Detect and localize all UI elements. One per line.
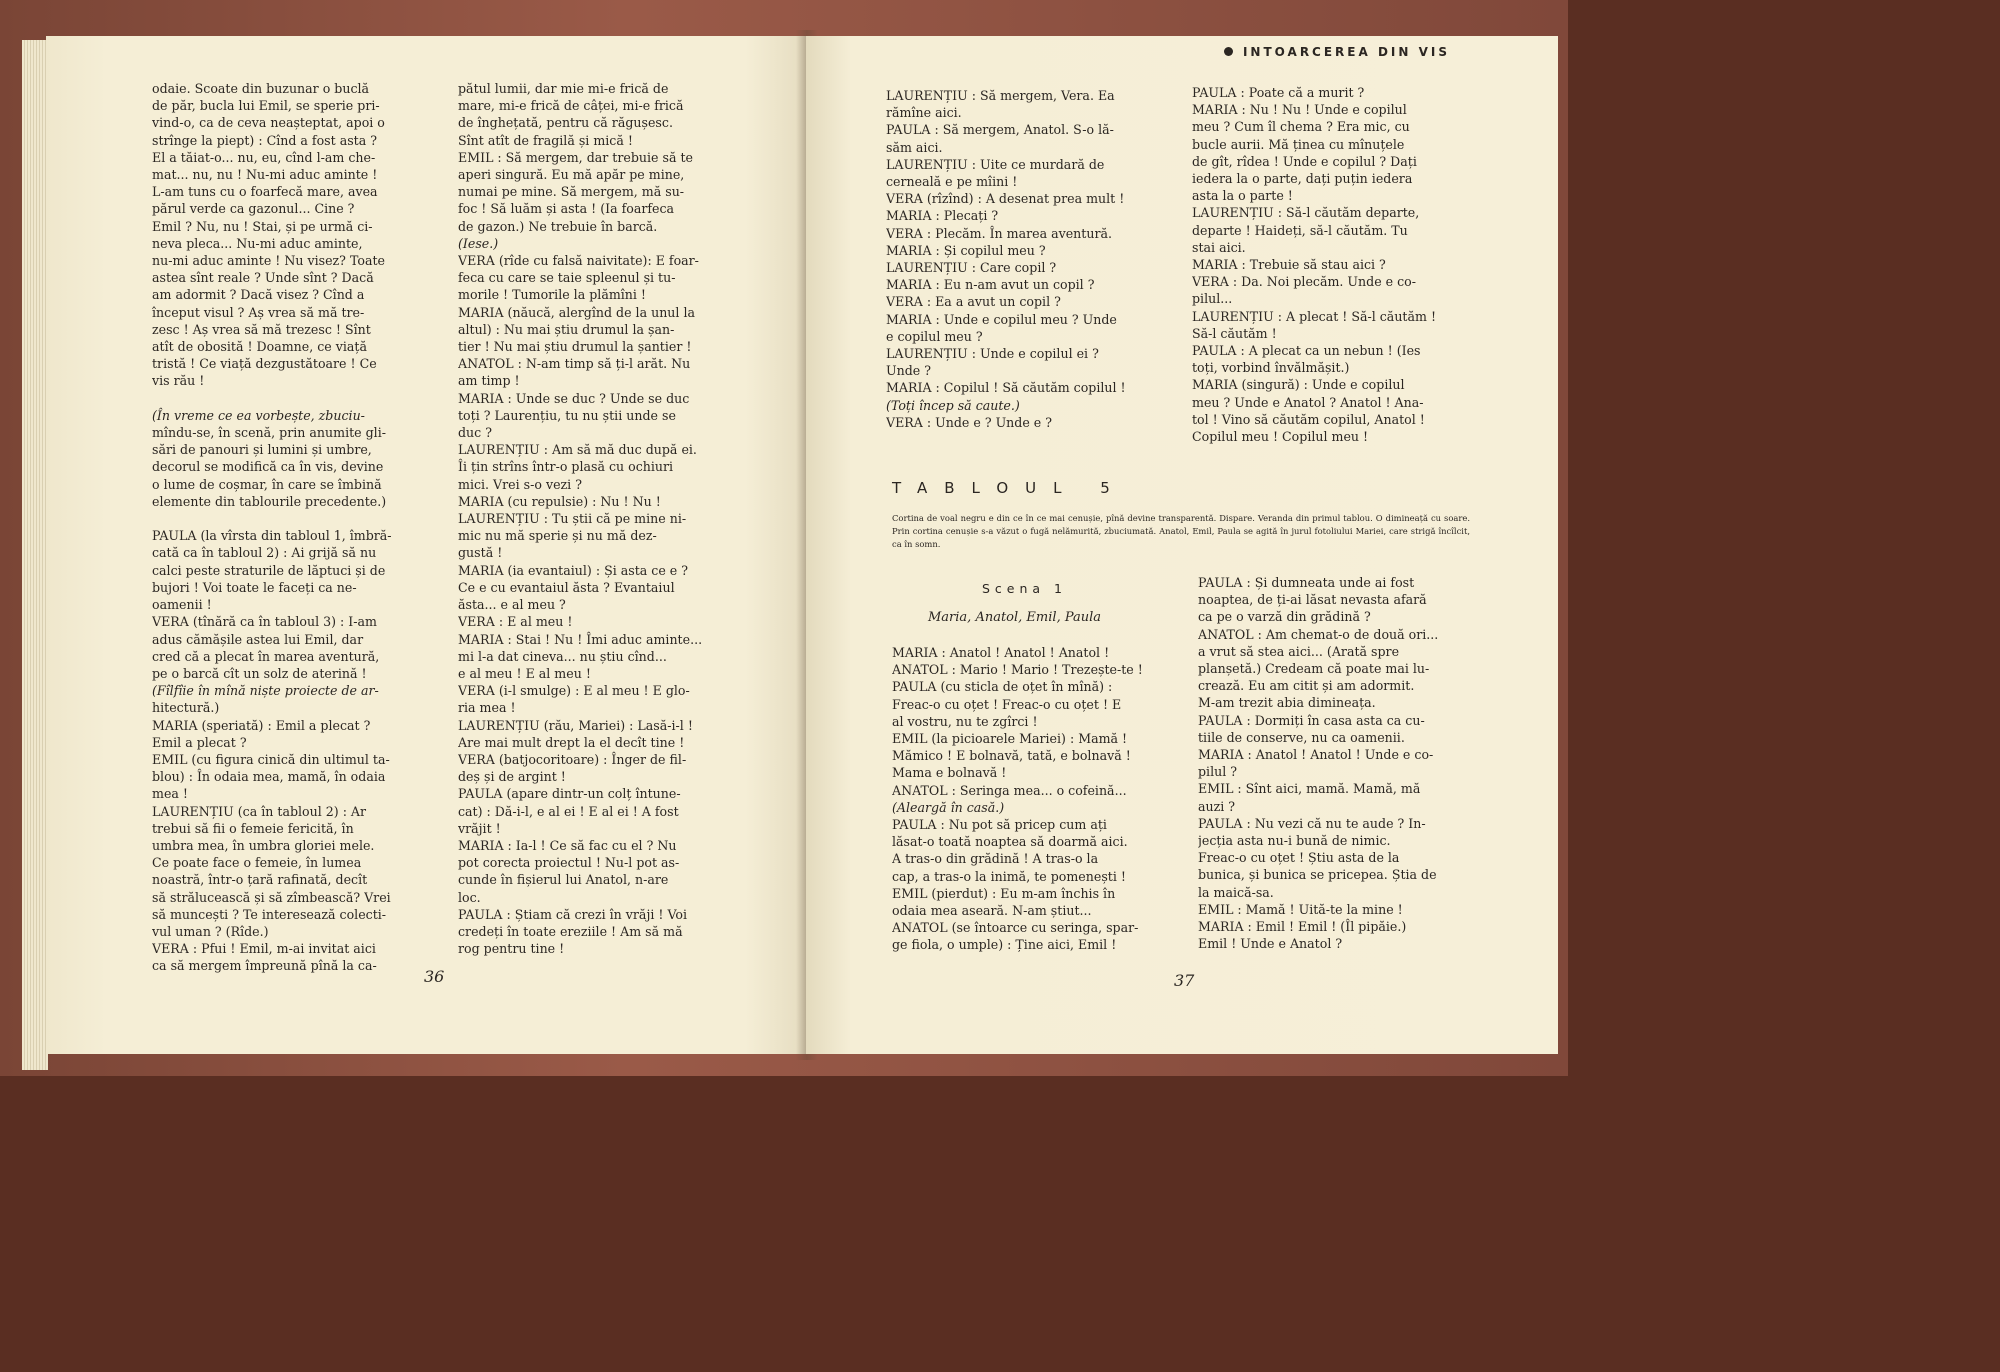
text-line: Emil a plecat ? — [152, 734, 247, 750]
text-line: A tras-o din grădină ! A tras-o la — [892, 851, 1099, 867]
text-line: elemente din tablourile precedente.) — [152, 493, 387, 509]
text-line: bucle aurii. Mă ținea cu mînuțele — [1192, 136, 1405, 152]
text-line: deș și de argint ! — [458, 769, 566, 785]
text-line: tol ! Vino să căutăm copilul, Anatol ! — [1192, 411, 1425, 427]
text-line: M-am trezit abia dimineața. — [1198, 695, 1376, 711]
text-line: El a tăiat-o... nu, eu, cînd l-am che- — [152, 149, 376, 165]
text-line: cap, a tras-o la inimă, te pomenești ! — [892, 868, 1126, 884]
text-line: numai pe mine. Să mergem, mă su- — [458, 184, 685, 200]
text-line: VERA : Da. Noi plecăm. Unde e co- — [1192, 274, 1417, 290]
right-col-4 — [1198, 574, 1462, 952]
text-line: ANATOL : Mario ! Mario ! Trezește-te ! — [892, 662, 1143, 678]
text-line: MARIA : Și copilul meu ? — [886, 242, 1046, 258]
page-number-right: 37 — [1174, 971, 1195, 990]
text-line: (Iese.) — [458, 235, 499, 251]
right-col-1 — [886, 87, 1152, 431]
text-line: PAULA (cu sticla de oțet în mînă) : — [892, 679, 1113, 695]
text-line: Ce poate face o femeie, în lumea — [152, 855, 362, 871]
text-line: mea ! — [152, 786, 188, 802]
text-line: (Toți încep să caute.) — [886, 397, 1020, 413]
text-line: MARIA : Plecați ? — [886, 208, 999, 224]
text-line: feca cu care se taie spleenul și tu- — [458, 270, 676, 286]
text-line: PAULA : Nu pot să pricep cum ați — [892, 817, 1107, 833]
text-line: noaptea, de ți-ai lăsat nevasta afară — [1198, 592, 1427, 608]
text-line: cred că a plecat în marea aventură, — [152, 648, 380, 664]
bullet-icon — [1224, 47, 1233, 56]
text-line: PAULA : Poate că a murit ? — [1192, 85, 1365, 100]
text-line: Sînt atît de fragilă și mică ! — [458, 132, 633, 148]
text-line: credeți în toate ereziile ! Am să mă — [458, 923, 683, 939]
text-line: MARIA : Stai ! Nu ! Îmi aduc aminte... — [458, 631, 703, 647]
text-line: PAULA : Și dumneata unde ai fost — [1198, 575, 1415, 590]
text-line: MARIA : Copilul ! Să căutăm copilul ! — [886, 380, 1126, 396]
text-line: nu-mi aduc aminte ! Nu visez? Toate — [152, 253, 385, 269]
text-line: tiile de conserve, nu ca oamenii. — [1198, 729, 1405, 745]
text-line: început visul ? Aș vrea să mă tre- — [152, 304, 365, 320]
text-line: ANATOL (se întoarce cu seringa, spar- — [892, 920, 1139, 936]
text-line: vrăjit ! — [458, 820, 501, 836]
text-line: pot corecta proiectul ! Nu-l pot as- — [458, 855, 680, 871]
tablou-description: Cortina de voal negru e din ce în ce mai cenușie, pînă devine transparentă. Dispare. Veranda din primul tablou. O dimineață cu soare. Prin cortina cenușie s-a văzut o fugă nelămurită, zbuciumată. Anatol, Emil, Paula se agită în jurul fotoliului Mariei, care strigă încîlcit, ca în somn. — [892, 513, 1470, 549]
text-line: pilul... — [1192, 291, 1233, 307]
text-line: PAULA : A plecat ca un nebun ! (Ies — [1192, 343, 1421, 359]
text-line — [152, 390, 420, 407]
text-line: Freac-o cu oțet ! Freac-o cu oțet ! E — [892, 696, 1122, 712]
text-line: altul) : Nu mai știu drumul la șan- — [458, 321, 675, 337]
text-line: LAURENȚIU : Să-l căutăm departe, — [1192, 205, 1420, 221]
text-line: ria mea ! — [458, 700, 516, 716]
text-line: sări de panouri și lumini și umbre, — [152, 442, 372, 458]
text-line: e copilul meu ? — [886, 328, 983, 344]
text-line: meu ? Cum îl chema ? Era mic, cu — [1192, 119, 1410, 135]
text-line: blou) : În odaia mea, mamă, în odaia — [152, 769, 386, 785]
text-line: odaie. Scoate din buzunar o buclă — [152, 81, 370, 96]
text-line: Freac-o cu oțet ! Știu asta de la — [1198, 850, 1400, 866]
text-line: am timp ! — [458, 373, 520, 389]
text-line: ca să mergem împreună pînă la ca- — [152, 958, 377, 974]
text-line: am adormit ? Dacă visez ? Cînd a — [152, 287, 365, 303]
text-line: calci peste straturile de lăptuci și de — [152, 562, 386, 578]
text-line: de înghețată, pentru că răgușesc. — [458, 115, 673, 131]
left-page — [46, 36, 806, 1054]
text-line: morile ! Tumorile la plămîni ! — [458, 287, 646, 303]
text-line: ANATOL : N-am timp să ți-l arăt. Nu — [458, 356, 691, 372]
text-line: MARIA : Unde se duc ? Unde se duc — [458, 390, 690, 406]
text-line: VERA : Plecăm. În marea aventură. — [886, 225, 1112, 241]
text-line: LAURENȚIU : Să mergem, Vera. Ea — [886, 88, 1115, 103]
text-line: e al meu ! E al meu ! — [458, 665, 591, 681]
text-line: pilul ? — [1198, 764, 1238, 780]
text-line: rog pentru tine ! — [458, 941, 565, 957]
text-line: MARIA : Unde e copilul meu ? Unde — [886, 311, 1117, 327]
text-line: mat... nu, nu ! Nu-mi aduc aminte ! — [152, 167, 378, 183]
text-line: VERA : Unde e ? Unde e ? — [886, 414, 1053, 430]
scena-characters: Maria, Anatol, Emil, Paula — [928, 610, 1102, 625]
text-line: mici. Vrei s-o vezi ? — [458, 476, 582, 492]
text-line: ca pe o varză din grădină ? — [1198, 609, 1371, 625]
text-line: Emil ! Unde e Anatol ? — [1198, 936, 1343, 952]
text-line: ăsta... e al meu ? — [458, 597, 566, 613]
text-line: VERA : Ea a avut un copil ? — [886, 294, 1061, 310]
text-line: EMIL (pierdut) : Eu m-am închis în — [892, 885, 1116, 901]
text-line: adus cămășile astea lui Emil, dar — [152, 631, 364, 647]
text-line: astea sînt reale ? Unde sînt ? Dacă — [152, 270, 374, 286]
text-line: PAULA (apare dintr-un colț întune- — [458, 786, 681, 802]
text-line: crează. Eu am citit și am adormit. — [1198, 678, 1415, 694]
text-line: Ce e cu evantaiul ăsta ? Evantaiul — [458, 579, 675, 595]
text-line: LAURENȚIU : Uite ce murdară de — [886, 156, 1105, 172]
text-line: jecția asta nu-i bună de nimic. — [1198, 833, 1391, 849]
text-line: VERA (rîde cu falsă naivitate): E foar- — [458, 253, 699, 269]
text-line: MARIA : Nu ! Nu ! Unde e copilul — [1192, 102, 1407, 118]
text-line: mic nu mă sperie și nu mă dez- — [458, 528, 657, 544]
tablou-title: TABLOUL 5 — [892, 479, 1127, 497]
text-line: LAURENȚIU (ca în tabloul 2) : Ar — [152, 803, 367, 819]
text-line: MARIA : Trebuie să stau aici ? — [1192, 257, 1386, 273]
text-line: Copilul meu ! Copilul meu ! — [1192, 429, 1369, 445]
text-line: ANATOL : Seringa mea... o cofeină... — [892, 782, 1127, 798]
right-col-2 — [1192, 84, 1460, 445]
text-line: MARIA (năucă, alergînd de la unul la — [458, 304, 695, 320]
text-line: aperi singură. Eu mă apăr pe mine, — [458, 167, 685, 183]
scena-title: Scena 1 — [982, 581, 1068, 596]
text-line: strînge la piept) : Cînd a fost asta ? — [152, 132, 377, 148]
text-line: MARIA : Anatol ! Anatol ! Unde e co- — [1198, 747, 1434, 763]
text-line: gustă ! — [458, 545, 503, 561]
text-line: PAULA (la vîrsta din tabloul 1, îmbră- — [152, 528, 392, 544]
text-line: meu ? Unde e Anatol ? Anatol ! Ana- — [1192, 394, 1424, 410]
left-col-2 — [458, 80, 726, 957]
text-line: LAURENȚIU (rău, Mariei) : Lasă-i-l ! — [458, 717, 693, 733]
text-line: VERA (tînără ca în tabloul 3) : I-am — [152, 614, 377, 630]
text-line: MARIA (cu repulsie) : Nu ! Nu ! — [458, 493, 661, 509]
text-line: VERA : E al meu ! — [458, 614, 573, 630]
text-line: să strălucească și să zîmbească? Vrei — [152, 889, 391, 905]
text-line: asta la o parte ! — [1192, 188, 1293, 204]
text-line: cat) : Dă-i-l, e al ei ! E al ei ! A fost — [458, 803, 679, 819]
text-line: atît de obosită ! Doamne, ce viață — [152, 339, 367, 355]
text-line: iedera la o parte, dați puțin iedera — [1192, 171, 1413, 187]
text-line: VERA (rîzînd) : A desenat prea mult ! — [886, 191, 1125, 207]
text-line: pe o barcă cît un solz de aterină ! — [152, 665, 367, 681]
text-line: EMIL (la picioarele Mariei) : Mamă ! — [892, 731, 1128, 747]
text-line: auzi ? — [1198, 798, 1236, 814]
running-title: INTOARCEREA DIN VIS — [1224, 44, 1450, 61]
text-line: noastră, într-o țară rafinată, decît — [152, 872, 368, 888]
text-line: EMIL (cu figura cinică din ultimul ta- — [152, 751, 390, 767]
text-line: EMIL : Sînt aici, mamă. Mamă, mă — [1198, 781, 1421, 797]
text-line: LAURENȚIU : Am să mă duc după ei. — [458, 442, 697, 458]
text-line: bujori ! Voi toate le faceți ca ne- — [152, 579, 357, 595]
text-line: ANATOL : Am chemat-o de două ori... — [1198, 626, 1439, 642]
text-line: să muncești ? Te interesează colecti- — [152, 906, 387, 922]
text-line: L-am tuns cu o foarfecă mare, avea — [152, 184, 378, 200]
text-line: Unde ? — [886, 363, 931, 379]
text-line: de păr, bucla lui Emil, se sperie pri- — [152, 98, 380, 114]
text-line: stai aici. — [1192, 239, 1246, 255]
page-edges — [22, 40, 48, 1070]
text-line: neva pleca... Nu-mi aduc aminte, — [152, 235, 363, 251]
text-line: Are mai mult drept la el decît tine ! — [458, 734, 685, 750]
text-line: MARIA : Ia-l ! Ce să fac cu el ? Nu — [458, 837, 677, 853]
text-line: părul verde ca gazonul... Cine ? — [152, 201, 355, 217]
text-line: cerneală e pe mîini ! — [886, 174, 1018, 190]
text-line: Mama e bolnavă ! — [892, 765, 1007, 781]
right-page — [806, 36, 1558, 1054]
text-line: PAULA : Nu vezi că nu te aude ? In- — [1198, 815, 1426, 831]
right-col-3 — [892, 644, 1158, 954]
text-line: toți ? Laurențiu, tu nu știi unde se — [458, 407, 676, 423]
text-line: LAURENȚIU : Unde e copilul ei ? — [886, 346, 1099, 362]
text-line: la maică-sa. — [1198, 884, 1274, 900]
text-line: Îi țin strîns într-o plasă cu ochiuri — [458, 459, 674, 475]
text-line: trebui să fii o femeie fericită, în — [152, 820, 354, 836]
text-line: VERA : Pfui ! Emil, m-ai invitat aici — [152, 941, 376, 957]
text-line: LAURENȚIU : Tu știi că pe mine ni- — [458, 511, 687, 527]
text-line: planșetă.) Credeam că poate mai lu- — [1198, 661, 1430, 677]
text-line: foc ! Să luăm și asta ! (Ia foarfeca — [458, 201, 675, 217]
left-col-1 — [152, 80, 420, 975]
text-line: PAULA : Dormiți în casa asta ca cu- — [1198, 712, 1425, 728]
text-line: zesc ! Aș vrea să mă trezesc ! Sînt — [152, 321, 371, 337]
text-line: departe ! Haideți, să-l căutăm. Tu — [1192, 222, 1408, 238]
text-line: duc ? — [458, 425, 492, 441]
text-line: tier ! Nu mai știu drumul la șantier ! — [458, 339, 692, 355]
text-line: (Fîlfîie în mînă niște proiecte de ar- — [152, 683, 379, 699]
text-line: VERA (i-l smulge) : E al meu ! E glo- — [458, 683, 690, 699]
text-line: vis rău ! — [152, 373, 205, 389]
text-line: LAURENȚIU : Care copil ? — [886, 260, 1057, 276]
text-line: de gît, rîdea ! Unde e copilul ? Dați — [1192, 153, 1417, 169]
text-line: MARIA : Anatol ! Anatol ! Anatol ! — [892, 645, 1110, 660]
page-number-left: 36 — [424, 967, 445, 986]
text-line: EMIL : Să mergem, dar trebuie să te — [458, 149, 693, 165]
text-line: MARIA : Emil ! Emil ! (Îl pipăie.) — [1198, 919, 1407, 935]
text-line: umbra mea, în umbra gloriei mele. — [152, 837, 375, 853]
text-line: (Aleargă în casă.) — [892, 799, 1005, 815]
text-line: Să-l căutăm ! — [1192, 325, 1277, 341]
text-line: săm aici. — [886, 139, 943, 155]
text-line: Emil ? Nu, nu ! Stai, și pe urmă ci- — [152, 218, 373, 234]
text-line: mare, mi-e frică de câței, mi-e frică — [458, 98, 684, 114]
text-line: o lume de coșmar, în care se îmbină — [152, 476, 382, 492]
text-line: PAULA : Să mergem, Anatol. S-o lă- — [886, 122, 1114, 138]
text-line — [152, 510, 420, 527]
text-line: mi l-a dat cineva... nu știu cînd... — [458, 648, 667, 664]
text-line: MARIA (speriată) : Emil a plecat ? — [152, 717, 371, 733]
text-line: tristă ! Ce viață dezgustătoare ! Ce — [152, 356, 377, 372]
text-line: oamenii ! — [152, 597, 212, 613]
text-line: Mămico ! E bolnavă, tată, e bolnavă ! — [892, 748, 1131, 764]
text-line: MARIA (singură) : Unde e copilul — [1192, 377, 1405, 393]
text-line: al vostru, nu te zgîrci ! — [892, 713, 1038, 729]
text-line: LAURENȚIU : A plecat ! Să-l căutăm ! — [1192, 308, 1437, 324]
text-line: VERA (batjocoritoare) : Înger de fil- — [458, 751, 687, 767]
text-line: bunica, și bunica se pricepea. Știa de — [1198, 867, 1437, 883]
text-line: cată ca în tabloul 2) : Ai grijă să nu — [152, 545, 377, 561]
text-line: de gazon.) Ne trebuie în barcă. — [458, 218, 658, 234]
text-line: ge fiola, o umple) : Ține aici, Emil ! — [892, 937, 1117, 953]
text-line: toți, vorbind învălmășit.) — [1192, 360, 1350, 376]
text-line: (În vreme ce ea vorbește, zbuciu- — [152, 407, 365, 423]
text-line: pătul lumii, dar mie mi-e frică de — [458, 81, 669, 96]
text-line: MARIA (ia evantaiul) : Și asta ce e ? — [458, 562, 689, 578]
text-line: rămîne aici. — [886, 105, 962, 121]
text-line: a vrut să stea aici... (Arată spre — [1198, 643, 1400, 659]
text-line: lăsat-o toată noaptea să doarmă aici. — [892, 834, 1128, 850]
text-line: mîndu-se, în scenă, prin anumite gli- — [152, 425, 386, 441]
text-line: decorul se modifică ca în vis, devine — [152, 459, 384, 475]
text-line: vind-o, ca de ceva neașteptat, apoi o — [152, 115, 385, 131]
text-line: vul uman ? (Rîde.) — [152, 923, 269, 939]
text-line: MARIA : Eu n-am avut un copil ? — [886, 277, 1095, 293]
text-line: cunde în fișierul lui Anatol, n-are — [458, 872, 669, 888]
text-line: hitectură.) — [152, 700, 220, 716]
text-line: EMIL : Mamă ! Uită-te la mine ! — [1198, 901, 1403, 917]
text-line: loc. — [458, 889, 481, 905]
text-line: PAULA : Știam că crezi în vrăji ! Voi — [458, 906, 687, 922]
text-line: odaia mea aseară. N-am știut... — [892, 903, 1092, 919]
